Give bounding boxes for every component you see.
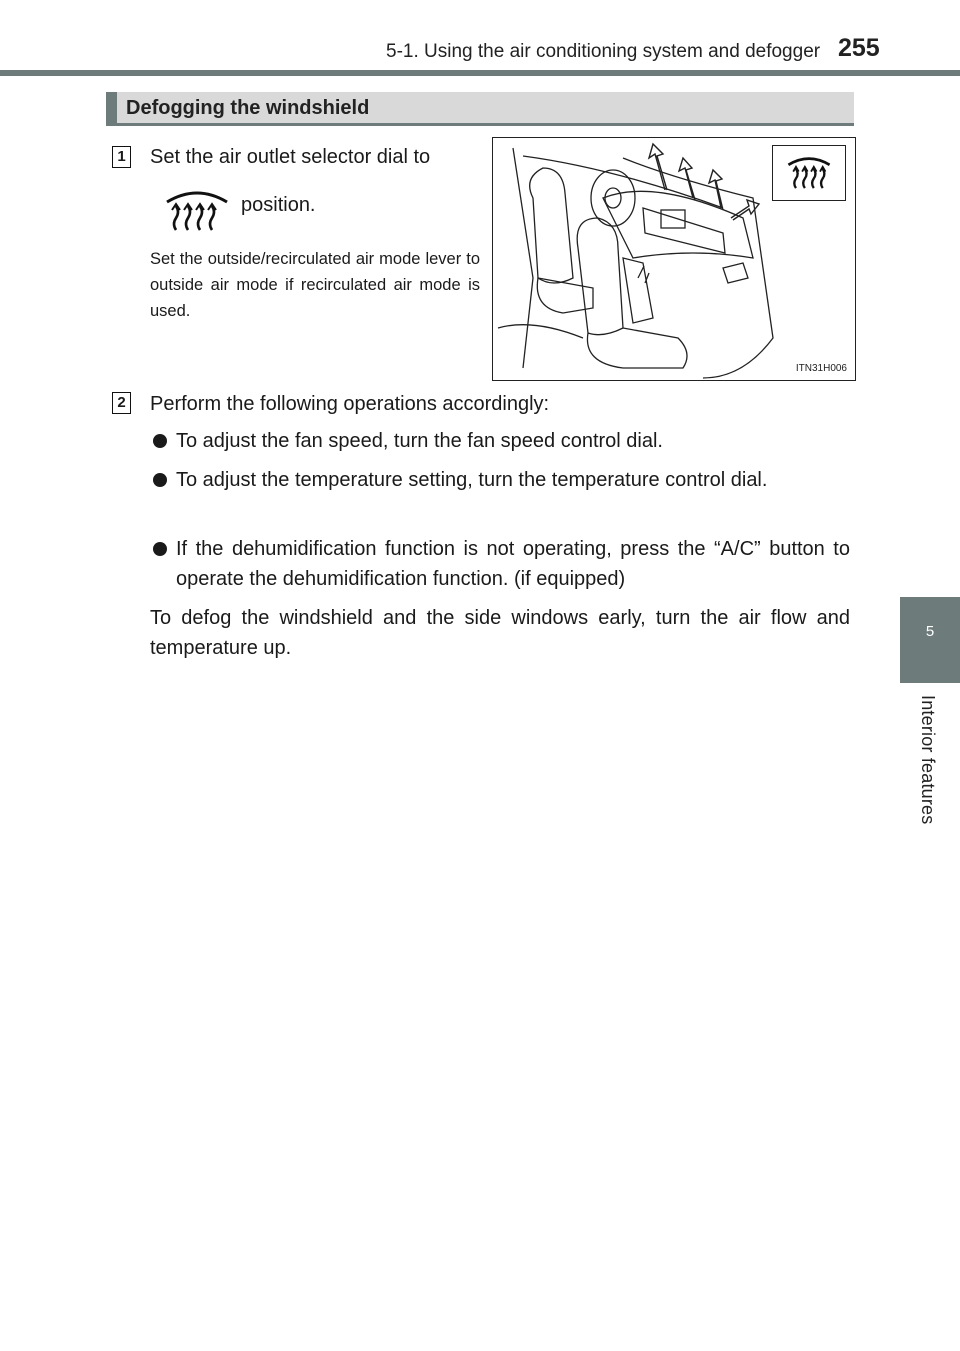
step-number-badge: 2 xyxy=(112,392,131,414)
bullet-item: If the dehumidification function is not operating, press the “A/C” button to operate the dehumidification function. (if equipped) xyxy=(176,538,850,590)
illustration-code: ITN31H006 xyxy=(795,363,847,374)
step-2-text: Perform the following operations accordingly: xyxy=(150,393,550,415)
illustration-icon-box xyxy=(772,145,846,201)
car-interior-illustration xyxy=(492,137,856,381)
bullet-dot xyxy=(153,542,167,556)
bullet-item: To adjust the fan speed, turn the fan speed control dial. xyxy=(176,430,663,452)
page-number: 255 xyxy=(838,34,880,62)
windshield-defroster-icon xyxy=(162,188,232,234)
step-1-text-continued: position. xyxy=(241,194,316,216)
chapter-tab[interactable] xyxy=(900,597,960,683)
section-title: 5-1. Using the air conditioning system and defogger xyxy=(386,41,821,62)
bullet-dot xyxy=(153,473,167,487)
chapter-number: 5 xyxy=(925,623,935,640)
step-1-note: Set the outside/recirculated air mode lever to outside air mode if recirculated air mode is used. xyxy=(150,250,480,320)
chapter-label: Interior features xyxy=(918,695,938,825)
section-heading: Defogging the windshield xyxy=(126,97,370,119)
section-heading-bar xyxy=(106,92,854,126)
step-number-badge: 1 xyxy=(112,146,131,168)
section-heading-accent xyxy=(106,92,117,123)
step-2-closing: To defog the windshield and the side windows early, turn the air flow and temperature up. xyxy=(150,607,850,659)
bullet-dot xyxy=(153,434,167,448)
header-rule xyxy=(0,70,960,76)
step-1-text: Set the air outlet selector dial to xyxy=(150,146,431,168)
windshield-defroster-icon xyxy=(785,152,833,199)
bullet-item: To adjust the temperature setting, turn the temperature control dial. xyxy=(176,469,768,491)
